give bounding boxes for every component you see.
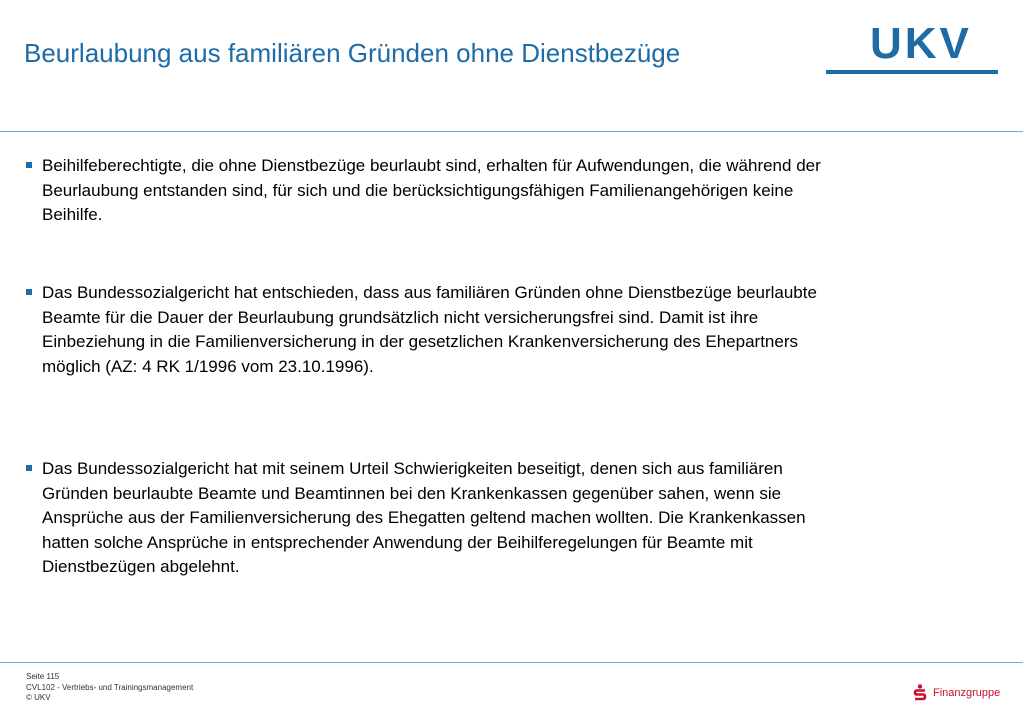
bullet-text: Beihilfeberechtigte, die ohne Dienstbezüge beurlaubt sind, erhalten für Aufwendungen, die während der Beurlaubung entstanden sind, für sich und die berücksichtigungsfähigen Familienangehörigen keine Beihilfe.: [42, 156, 821, 224]
slide-title: Beurlaubung aus familiären Gründen ohne Dienstbezüge: [24, 38, 681, 68]
square-bullet-icon: [26, 162, 32, 168]
square-bullet-icon: [26, 289, 32, 295]
footer-info: [26, 672, 193, 704]
sparkasse-s-icon: [913, 684, 927, 702]
footer-divider: [0, 662, 1023, 663]
finanzgruppe-logo: [913, 683, 1000, 703]
ukv-logo-underline: [826, 70, 998, 74]
page-number: Seite 115: [26, 672, 60, 681]
square-bullet-icon: [26, 465, 32, 471]
ukv-logo: [826, 19, 998, 74]
finanzgruppe-text: Finanzgruppe: [933, 687, 1001, 699]
ukv-logo-text: UKV: [870, 19, 972, 68]
bullet-text: Das Bundessozialgericht hat entschieden, dass aus familiären Gründen ohne Dienstbezüge beurlaubte Beamte für die Dauer der Beurlaubung grundsätzlich nicht versicherungsfrei sind. Damit ist ihre Einbeziehung in die Familienversicherung in der gesetzlichen Krankenversicherung des Ehepartners möglich (AZ: 4 RK 1/1996 vom 23.10.1996).: [42, 283, 817, 376]
header-divider: [0, 131, 1023, 132]
course-name: CVL102 - Vertriebs- und Trainingsmanagement: [26, 682, 194, 692]
bullet-text: Das Bundessozialgericht hat mit seinem Urteil Schwierigkeiten beseitigt, denen sich aus familiären Gründen beurlaubte Beamte und Beamtinnen bei den Krankenkassen gegenüber sahen, wenn sie Ansprüche aus der Familienversicherung des Ehegatten geltend machen wollten. Die Krankenkassen hatten solche Ansprüche in entsprechender Anwendung der Beihilferegelungen für Beamte mit Dienstbezügen abgelehnt.: [42, 459, 806, 576]
copyright: © UKV: [26, 693, 51, 702]
